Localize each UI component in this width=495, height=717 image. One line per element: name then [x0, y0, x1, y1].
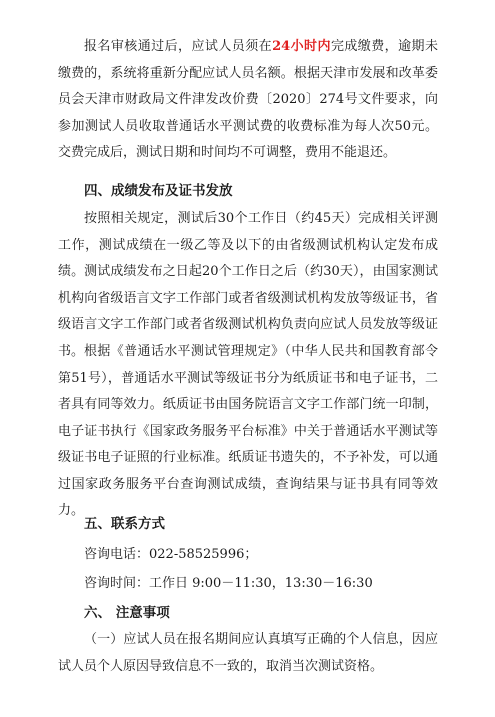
contact-phone: 咨询电话：022-58525996； — [84, 547, 258, 562]
deadline-highlight: 24小时内 — [272, 39, 331, 54]
section-6-heading: 六、 注意事项 — [84, 605, 170, 621]
fee-text-after: 完成缴费，逾期未缴费的，系统将重新分配应试人员名额。根据天津市发展和改革委员会天津市财政局文件津发改价费〔2020〕274号文件要求，向参加测试人员收取普通话水平测试费的收费标准为每人次50元。交费完成后，测试日期和时间均不可调整，费用不能退还。 — [58, 39, 438, 160]
fee-paragraph — [58, 34, 438, 167]
contact-hours: 咨询时间：工作日 9:00－11:30，13:30－16:30 — [84, 576, 373, 591]
certificate-paragraph: 根据《普通话水平测试管理规定》（中华人民共和国教育部令第51号），普通话水平测试等级证书分为纸质证书和电子证书，二者具有同等效力。纸质证书由国务院语言文字工作部门统一印制，电子证书执行《国家政务服务平台标准》中关于普通话水平测试等级证书电子证照的行业标准。纸质证书遗失的，不予补发，可以通过国家政务服务平台查询测试成绩，查询结果与证书具有同等效力。 — [58, 344, 438, 518]
section-5-heading: 五、联系方式 — [84, 516, 165, 532]
fee-text-before: 报名审核通过后，应试人员须在 — [84, 39, 273, 54]
results-paragraph: 按照相关规定，测试后30个工作日（约45天）完成相关评测工作，测试成绩在一级乙等及以下的由省级测试机构认定发布成绩。测试成绩发布之日起20个工作日之后（约30天），由国家测试机构向省级语言文字工作部门或者省级测试机构发放等级证书，省级语言文字工作部门或者省级测试机构负责向应试人员发放等级证书。 — [58, 211, 438, 359]
section-4-heading: 四、成绩发布及证书发放 — [84, 183, 233, 199]
notice-paragraph: （一）应试人员在报名期间应认真填写正确的个人信息，因应试人员个人原因导致信息不一致的，取消当次测试资格。 — [58, 632, 438, 674]
